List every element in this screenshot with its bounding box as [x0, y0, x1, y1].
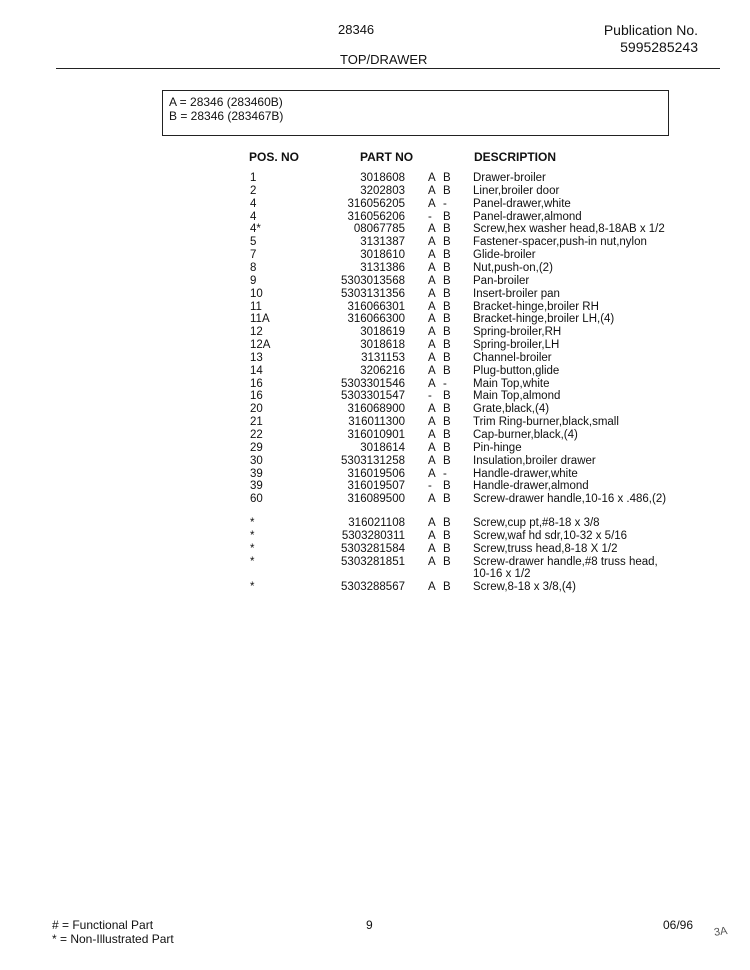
part-number-cell: 5303301546 [341, 377, 405, 390]
model-b-cell: B [443, 313, 451, 326]
part-number-cell: 3131386 [360, 261, 405, 274]
description-cell: Handle-drawer,almond [473, 480, 589, 493]
model-a-cell: A [428, 364, 436, 377]
part-number-cell: 3206216 [360, 364, 405, 377]
publication-label: Publication No. [603, 22, 698, 38]
pos-cell: 39 [250, 480, 263, 493]
description-cell: Screw-drawer handle,#8 truss head, [473, 555, 658, 568]
part-number-cell: 316066301 [347, 300, 405, 313]
publication-number: 5995285243 [620, 39, 698, 55]
description-cell: Plug-button,glide [473, 364, 560, 377]
description-cell: Nut,push-on,(2) [473, 261, 553, 274]
pos-cell: * [250, 555, 255, 568]
model-a-cell: A [428, 493, 436, 506]
pos-cell: 29 [250, 441, 263, 454]
column-header-part: PART NO [360, 150, 414, 164]
model-a-cell: A [428, 172, 436, 184]
part-number-cell: 5303131356 [341, 287, 405, 300]
part-number-cell: 5303131258 [341, 454, 405, 467]
description-cell: Spring-broiler,RH [473, 326, 562, 339]
model-a-cell: A [428, 441, 436, 454]
model-a-cell: A [428, 454, 436, 467]
part-number-cell: 3131153 [361, 351, 405, 364]
model-b-cell: B [443, 249, 451, 262]
description-cell: Drawer-broiler [473, 172, 546, 184]
model-b-cell: B [443, 351, 451, 364]
model-a-cell: A [428, 377, 436, 390]
pos-cell: 2 [250, 184, 257, 197]
part-number-cell: 316021108 [348, 517, 405, 529]
model-b-cell: - [443, 377, 447, 390]
part-number-cell: 3018614 [360, 441, 405, 454]
description-cell: Channel-broiler [473, 351, 552, 364]
model-b-cell: B [443, 493, 451, 506]
model-a-cell: A [428, 236, 436, 249]
model-b-cell: B [443, 339, 451, 352]
part-number-cell: 3131387 [360, 236, 405, 249]
part-number-cell: 316011300 [348, 416, 405, 429]
model-a-cell: A [428, 429, 436, 441]
model-b-cell: B [443, 529, 451, 542]
table-row [0, 455, 750, 468]
model-a-cell: A [428, 249, 436, 262]
pos-cell: 10 [250, 287, 263, 300]
table-row [0, 468, 750, 481]
table-row [0, 517, 750, 530]
part-number-cell: 316068900 [347, 403, 405, 416]
model-a-cell: A [428, 517, 436, 529]
model-a-cell: A [428, 351, 436, 364]
section-title: TOP/DRAWER [340, 52, 428, 67]
pos-cell: 39 [250, 467, 263, 480]
table-row [0, 403, 750, 416]
model-a-cell: A [428, 184, 436, 197]
model-a-cell: A [428, 274, 436, 287]
model-a-cell: A [428, 287, 436, 300]
pos-cell: 1 [250, 172, 257, 184]
model-key-b: B = 28346 (283467B) [169, 109, 284, 123]
model-a-cell: A [428, 300, 436, 313]
model-a-cell: A [428, 261, 436, 274]
model-b-cell: - [443, 197, 447, 210]
pos-cell: 4* [250, 223, 261, 236]
pos-cell: 60 [250, 493, 263, 506]
part-number-cell: 316019506 [347, 467, 405, 480]
scan-mark: 3A [713, 925, 729, 939]
pos-cell: 30 [250, 454, 263, 467]
description-cell: Screw,truss head,8-18 X 1/2 [473, 542, 618, 555]
description-cell: Handle-drawer,white [473, 467, 578, 480]
table-row [0, 301, 750, 314]
description-cell: Panel-drawer,almond [473, 210, 582, 223]
description-cell: Screw,cup pt,#8-18 x 3/8 [473, 517, 600, 529]
pos-cell: 20 [250, 403, 263, 416]
pos-cell: 11 [250, 300, 262, 313]
table-row-continuation [0, 568, 750, 581]
model-b-cell: B [443, 441, 451, 454]
table-row [0, 339, 750, 352]
model-b-cell: B [443, 454, 451, 467]
column-header-description: DESCRIPTION [474, 150, 557, 164]
model-b-cell: B [443, 542, 451, 555]
legend-non-illustrated: * = Non-Illustrated Part [52, 932, 174, 946]
model-a-cell: A [428, 542, 436, 555]
table-row [0, 390, 750, 403]
table-row [0, 480, 750, 493]
footer-legend [52, 918, 174, 946]
table-row [0, 581, 750, 594]
pos-cell: * [250, 517, 255, 529]
pos-cell: 14 [250, 364, 263, 377]
description-cell: Pan-broiler [473, 274, 530, 287]
description-cell: Panel-drawer,white [473, 197, 571, 210]
table-row [0, 416, 750, 429]
description-cell: Bracket-hinge,broiler RH [473, 300, 599, 313]
part-number-cell: 316066300 [347, 313, 405, 326]
description-cell: Screw-drawer handle,10-16 x .486,(2) [473, 493, 667, 506]
part-number-cell: 5303013568 [341, 274, 405, 287]
publication-block [604, 22, 698, 56]
description-cell: Insert-broiler pan [473, 287, 560, 300]
description-cell: Grate,black,(4) [473, 403, 550, 416]
part-number-cell: 316056205 [347, 197, 405, 210]
model-key-a: A = 28346 (283460B) [169, 95, 283, 109]
description-cell: Trim Ring-burner,black,small [473, 416, 619, 429]
model-b-cell: B [443, 184, 451, 197]
table-row [0, 313, 750, 326]
model-b-cell: B [443, 429, 451, 441]
page-number: 9 [366, 918, 373, 932]
model-a-cell: A [428, 581, 436, 594]
table-row [0, 223, 750, 236]
model-b-cell: B [443, 236, 451, 249]
pos-cell: * [250, 529, 255, 542]
description-cell: Bracket-hinge,broiler LH,(4) [473, 313, 615, 326]
model-a-cell: - [428, 210, 432, 223]
description-cell: Main Top,almond [473, 390, 561, 403]
description-cell: Screw,waf hd sdr,10-32 x 5/16 [473, 529, 628, 542]
description-cell: Screw,hex washer head,8-18AB x 1/2 [473, 223, 665, 236]
table-row [0, 275, 750, 288]
model-b-cell: B [443, 223, 451, 236]
description-cell: Spring-broiler,LH [473, 339, 560, 352]
part-number-cell: 3018608 [360, 172, 405, 184]
model-b-cell: B [443, 326, 451, 339]
model-b-cell: B [443, 517, 451, 529]
table-row [0, 378, 750, 391]
part-number-cell: 5303288567 [341, 581, 405, 594]
model-a-cell: A [428, 197, 436, 210]
pos-cell: 22 [250, 429, 263, 441]
model-b-cell: - [443, 467, 447, 480]
model-a-cell: A [428, 326, 436, 339]
table-row [0, 288, 750, 301]
part-number-cell: 3018610 [360, 249, 405, 262]
model-b-cell: B [443, 390, 451, 403]
part-number-cell: 5303281584 [341, 542, 405, 555]
table-row [0, 211, 750, 224]
table-row [0, 493, 750, 506]
part-number-cell: 316019507 [347, 480, 405, 493]
pos-cell: 16 [250, 377, 263, 390]
description-cell: Insulation,broiler drawer [473, 454, 596, 467]
pos-cell: 7 [250, 249, 257, 262]
model-a-cell: A [428, 529, 436, 542]
pos-cell: 12A [250, 339, 271, 352]
part-number-cell: 08067785 [353, 223, 405, 236]
pos-cell: 12 [250, 326, 263, 339]
part-number-cell: 316056206 [347, 210, 405, 223]
table-row [0, 530, 750, 543]
description-cell: 10-16 x 1/2 [473, 568, 531, 581]
description-cell: Main Top,white [473, 377, 550, 390]
model-a-cell: A [428, 313, 436, 326]
pos-cell: 4 [250, 197, 257, 210]
pos-cell: 5 [250, 236, 257, 249]
pos-cell: 8 [250, 261, 257, 274]
description-cell: Cap-burner,black,(4) [473, 429, 578, 441]
model-a-cell: A [428, 555, 436, 568]
description-cell: Liner,broiler door [473, 184, 560, 197]
model-a-cell: A [428, 467, 436, 480]
model-b-cell: B [443, 172, 451, 184]
table-row [0, 429, 750, 442]
model-b-cell: B [443, 480, 451, 493]
table-row [0, 172, 750, 185]
model-b-cell: B [443, 581, 451, 594]
table-row [0, 442, 750, 455]
model-a-cell: A [428, 223, 436, 236]
table-row [0, 198, 750, 211]
pos-cell: * [250, 581, 255, 594]
part-number-cell: 3202803 [360, 184, 405, 197]
pos-cell: 11A [250, 313, 270, 326]
model-b-cell: B [443, 261, 451, 274]
model-key-box [162, 90, 669, 136]
model-b-cell: B [443, 555, 451, 568]
model-b-cell: B [443, 300, 451, 313]
part-number-cell: 5303301547 [341, 390, 405, 403]
model-b-cell: B [443, 274, 451, 287]
pos-cell: 13 [250, 351, 263, 364]
table-row [0, 236, 750, 249]
part-number-cell: 316010901 [347, 429, 405, 441]
table-row [0, 249, 750, 262]
part-number-cell: 316089500 [347, 493, 405, 506]
model-a-cell: - [428, 390, 432, 403]
model-a-cell: A [428, 403, 436, 416]
model-b-cell: B [443, 364, 451, 377]
column-header-pos: POS. NO [249, 150, 300, 164]
table-row [0, 185, 750, 198]
description-cell: Glide-broiler [473, 249, 536, 262]
part-number-cell: 5303280311 [341, 529, 405, 542]
description-cell: Fastener-spacer,push-in nut,nylon [473, 236, 647, 249]
description-cell: Screw,8-18 x 3/8,(4) [473, 581, 576, 594]
pos-cell: 21 [250, 416, 263, 429]
table-row [0, 352, 750, 365]
table-row [0, 326, 750, 339]
part-number-cell: 3018618 [360, 339, 405, 352]
model-a-cell: - [428, 480, 432, 493]
model-a-cell: A [428, 339, 436, 352]
table-row [0, 543, 750, 556]
description-cell: Pin-hinge [473, 441, 522, 454]
table-row [0, 262, 750, 275]
pos-cell: 4 [250, 210, 257, 223]
model-number: 28346 [338, 22, 375, 37]
model-b-cell: B [443, 403, 451, 416]
table-row [0, 556, 750, 569]
pos-cell: 16 [250, 390, 263, 403]
part-number-cell: 3018619 [360, 326, 405, 339]
model-a-cell: A [428, 416, 436, 429]
model-b-cell: B [443, 287, 451, 300]
model-b-cell: B [443, 210, 451, 223]
model-b-cell: B [443, 416, 451, 429]
legend-functional: # = Functional Part [52, 918, 154, 932]
part-number-cell: 5303281851 [341, 555, 405, 568]
revision-date: 06/96 [663, 918, 694, 932]
header-divider [56, 68, 720, 69]
table-row [0, 365, 750, 378]
pos-cell: * [250, 542, 255, 555]
pos-cell: 9 [250, 274, 257, 287]
